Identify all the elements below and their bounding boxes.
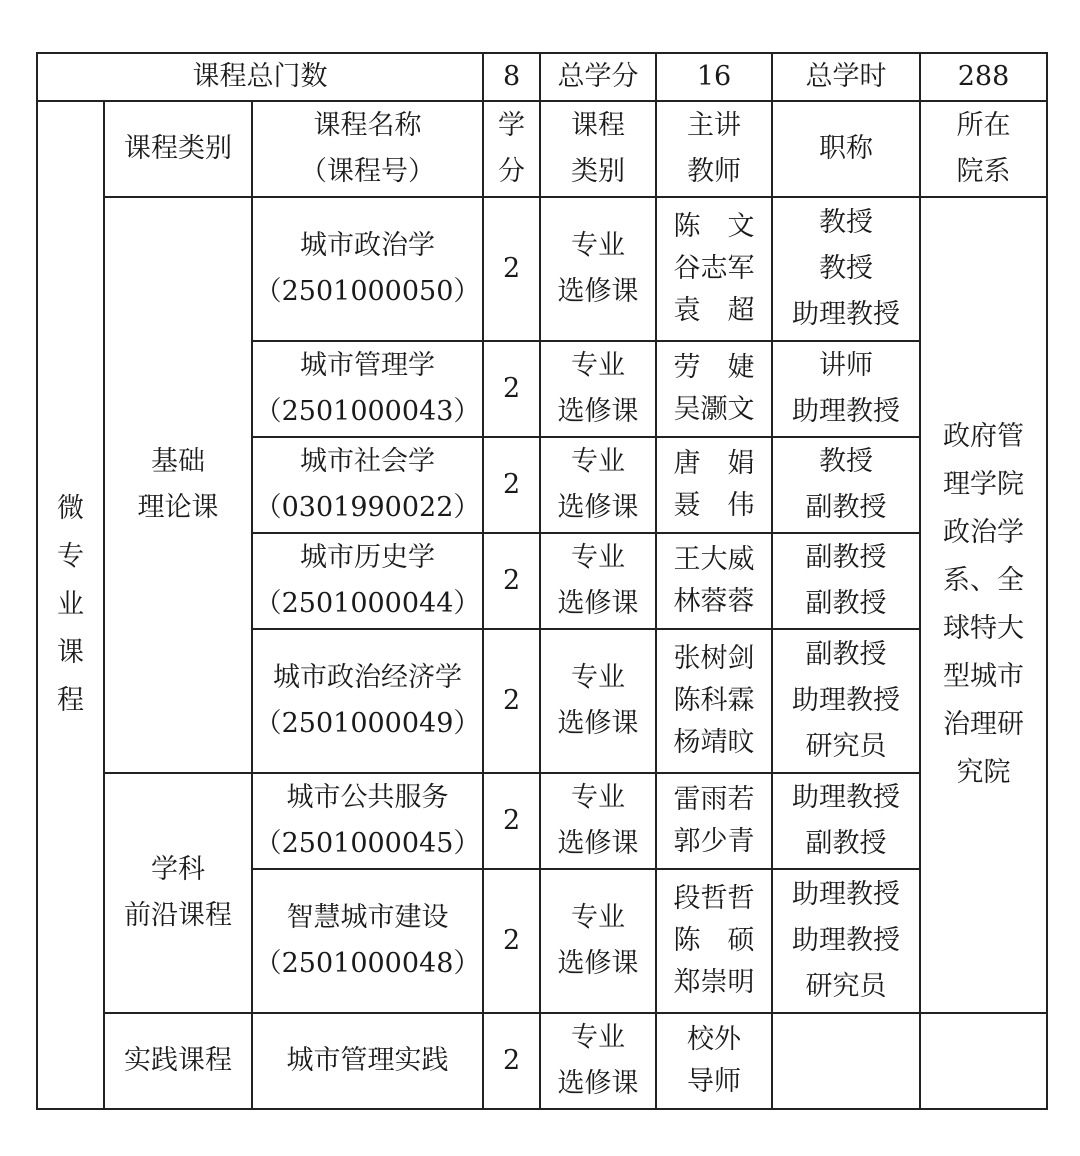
teacher-cell: 陈 文 谷志军 袁 超 xyxy=(656,197,772,341)
teacher-cell: 唐 娟 聂 伟 xyxy=(656,437,772,533)
header-category: 课程类别 xyxy=(104,101,252,197)
table-row xyxy=(37,773,1047,869)
title-cell: 教授 副教授 xyxy=(772,437,920,533)
teacher-cell: 段哲哲 陈 硕 郑崇明 xyxy=(656,869,772,1013)
department-cell-empty xyxy=(920,1013,1047,1109)
header-course-name: 课程名称 （课程号） xyxy=(252,101,483,197)
teacher-cell: 劳 婕 吴灏文 xyxy=(656,341,772,437)
category-frontier: 学科 前沿课程 xyxy=(104,773,252,1013)
total-credits-label: 总学分 xyxy=(540,53,656,101)
title-cell: 教授 教授 助理教授 xyxy=(772,197,920,341)
teacher-cell: 张树剑 陈科霖 杨靖旼 xyxy=(656,629,772,773)
credit-cell: 2 xyxy=(483,629,540,773)
credit-cell: 2 xyxy=(483,533,540,629)
course-name-cell: 城市社会学 （0301990022） xyxy=(252,437,483,533)
course-name-cell: 城市政治学 （2501000050） xyxy=(252,197,483,341)
teacher-cell: 校外 导师 xyxy=(656,1013,772,1109)
credit-cell: 2 xyxy=(483,197,540,341)
credit-cell: 2 xyxy=(483,1013,540,1109)
title-cell xyxy=(772,1013,920,1109)
course-name-cell: 城市历史学 （2501000044） xyxy=(252,533,483,629)
credit-cell: 2 xyxy=(483,869,540,1013)
category-basic: 基础 理论课 xyxy=(104,197,252,773)
course-name-cell: 城市管理实践 xyxy=(252,1013,483,1109)
course-type-cell: 专业 选修课 xyxy=(540,533,656,629)
credit-cell: 2 xyxy=(483,773,540,869)
course-type-cell: 专业 选修课 xyxy=(540,437,656,533)
department-value: 政府管理学院政治学系、全球特大型城市治理研究院 xyxy=(943,421,1025,788)
course-name-cell: 城市政治经济学 （2501000049） xyxy=(252,629,483,773)
course-type-cell: 专业 选修课 xyxy=(540,1013,656,1109)
header-department: 所在 院系 xyxy=(920,101,1047,197)
course-table xyxy=(36,52,1048,1110)
total-hours-value: 288 xyxy=(920,53,1047,101)
header-credit: 学 分 xyxy=(483,101,540,197)
total-hours-label: 总学时 xyxy=(772,53,920,101)
header-course-type: 课程 类别 xyxy=(540,101,656,197)
table-row xyxy=(37,197,1047,341)
header-title: 职称 xyxy=(772,101,920,197)
header-teacher: 主讲 教师 xyxy=(656,101,772,197)
course-type-cell: 专业 选修课 xyxy=(540,629,656,773)
course-name-cell: 智慧城市建设 （2501000048） xyxy=(252,869,483,1013)
group-label: 微专业课程 xyxy=(57,493,84,716)
credit-cell: 2 xyxy=(483,437,540,533)
summary-row xyxy=(37,53,1047,101)
title-cell: 副教授 助理教授 研究员 xyxy=(772,629,920,773)
course-type-cell: 专业 选修课 xyxy=(540,773,656,869)
department-cell xyxy=(920,197,1047,1013)
course-type-cell: 专业 选修课 xyxy=(540,869,656,1013)
total-credits-value: 16 xyxy=(656,53,772,101)
course-type-cell: 专业 选修课 xyxy=(540,197,656,341)
category-practice: 实践课程 xyxy=(104,1013,252,1109)
course-type-cell: 专业 选修课 xyxy=(540,341,656,437)
title-cell: 助理教授 助理教授 研究员 xyxy=(772,869,920,1013)
teacher-cell: 雷雨若 郭少青 xyxy=(656,773,772,869)
title-cell: 副教授 副教授 xyxy=(772,533,920,629)
total-courses-label: 课程总门数 xyxy=(37,53,483,101)
group-label-cell xyxy=(37,101,104,1109)
credit-cell: 2 xyxy=(483,341,540,437)
total-courses-value: 8 xyxy=(483,53,540,101)
title-cell: 讲师 助理教授 xyxy=(772,341,920,437)
teacher-cell: 王大威 林蓉蓉 xyxy=(656,533,772,629)
header-row xyxy=(37,101,1047,197)
table-row xyxy=(37,1013,1047,1109)
title-cell: 助理教授 副教授 xyxy=(772,773,920,869)
course-name-cell: 城市管理学 （2501000043） xyxy=(252,341,483,437)
course-name-cell: 城市公共服务 （2501000045） xyxy=(252,773,483,869)
